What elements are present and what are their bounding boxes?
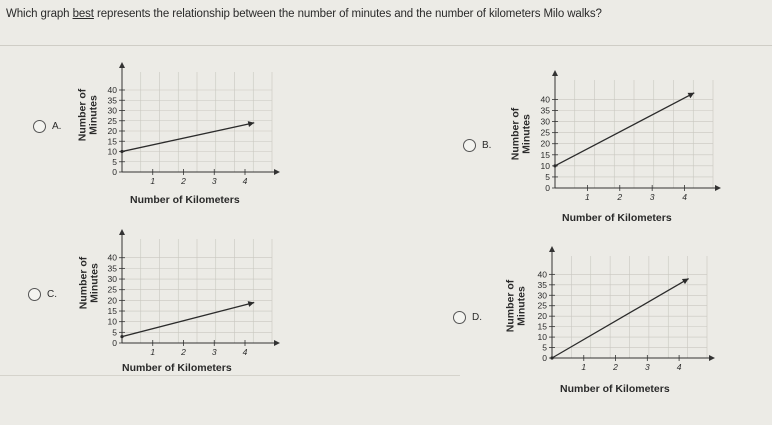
x-tick-label: 3 <box>211 176 217 186</box>
y-tick-label: 30 <box>107 274 117 285</box>
x-tick-label: 1 <box>585 192 590 202</box>
series-point <box>120 150 123 153</box>
question-start: Which graph <box>6 8 73 20</box>
y-tick-label: 15 <box>107 306 117 317</box>
y-tick-label: 40 <box>537 269 547 280</box>
y-tick-label: 30 <box>540 116 550 127</box>
series-point <box>120 335 123 338</box>
y-tick-label: 40 <box>107 85 117 95</box>
x-tick-label: 3 <box>211 347 217 357</box>
divider-bottom <box>0 375 460 376</box>
y-tick-label: 35 <box>107 95 117 106</box>
x-tick-label: 4 <box>676 362 682 372</box>
y-axis-arrow <box>119 229 125 235</box>
y-tick-label: 20 <box>540 138 550 149</box>
x-tick-label: 1 <box>150 176 156 186</box>
y-tick-label: 10 <box>537 332 547 343</box>
y-tick-label: 0 <box>542 353 547 363</box>
x-tick-label: 1 <box>150 347 156 357</box>
x-tick-label: 4 <box>242 176 248 186</box>
x-axis-arrow <box>274 340 280 346</box>
y-tick-label: 25 <box>537 300 547 311</box>
option-c-radio[interactable] <box>28 288 41 301</box>
option-a-label: A. <box>52 121 62 132</box>
y-tick-label: 25 <box>107 284 117 295</box>
y-tick-label: 35 <box>540 105 550 116</box>
x-tick-label: 2 <box>617 192 623 202</box>
graph-c-x-label: Number of Kilometers <box>122 362 232 374</box>
graph-a <box>100 50 290 200</box>
x-axis-arrow <box>274 169 280 175</box>
y-tick-label: 30 <box>537 290 547 301</box>
y-tick-label: 25 <box>107 115 117 126</box>
series-point <box>553 164 556 167</box>
y-tick-label: 10 <box>107 316 117 327</box>
question-text <box>6 8 602 20</box>
graph-b <box>533 60 733 220</box>
y-tick-label: 5 <box>545 171 550 182</box>
graph-a-x-label: Number of Kilometers <box>130 194 240 206</box>
y-axis-arrow <box>552 70 558 76</box>
x-tick-label: 4 <box>242 347 248 357</box>
x-tick-label: 3 <box>649 192 655 202</box>
y-tick-label: 10 <box>107 146 117 157</box>
y-tick-label: 25 <box>540 127 550 138</box>
graph-c-y-label: Number of Minutes <box>77 256 101 310</box>
option-a-radio[interactable] <box>33 120 46 133</box>
option-d-radio[interactable] <box>453 311 466 324</box>
graph-b-x-label: Number of Kilometers <box>562 212 672 224</box>
y-tick-label: 15 <box>107 136 117 147</box>
y-tick-label: 30 <box>107 105 117 116</box>
y-tick-label: 15 <box>537 321 547 332</box>
y-tick-label: 20 <box>107 295 117 306</box>
option-b-radio[interactable] <box>463 139 476 152</box>
x-tick-label: 1 <box>581 362 587 372</box>
y-tick-label: 5 <box>112 327 117 338</box>
x-tick-label: 2 <box>181 176 186 186</box>
option-b[interactable] <box>463 139 491 152</box>
option-a[interactable] <box>33 120 61 133</box>
graph-d <box>530 238 730 388</box>
y-tick-label: 40 <box>107 252 117 263</box>
option-c-label: C. <box>47 289 57 300</box>
graph-d-x-label: Number of Kilometers <box>560 383 670 395</box>
x-tick-label: 3 <box>644 362 650 372</box>
x-axis-arrow <box>715 185 721 191</box>
x-tick-label: 2 <box>181 347 186 357</box>
y-tick-label: 0 <box>545 183 550 193</box>
x-tick-label: 4 <box>682 192 687 202</box>
graph-a-y-label: Number of Minutes <box>76 88 100 142</box>
y-tick-label: 0 <box>112 338 117 348</box>
y-tick-label: 20 <box>537 311 547 322</box>
y-tick-label: 5 <box>112 156 117 167</box>
y-tick-label: 35 <box>537 279 547 290</box>
y-axis-arrow <box>119 62 125 68</box>
option-d[interactable] <box>453 311 482 324</box>
question-emphasis: best <box>72 8 94 20</box>
graph-c <box>100 218 290 368</box>
option-b-label: B. <box>482 140 492 151</box>
y-tick-label: 15 <box>540 149 550 160</box>
series-point <box>550 356 553 359</box>
option-d-label: D. <box>472 312 482 323</box>
graph-b-y-label: Number of Minutes <box>509 107 533 161</box>
question-end: represents the relationship between the number of minutes and the number of kilometers Milo walks? <box>93 8 602 20</box>
x-axis-arrow <box>709 355 715 361</box>
y-tick-label: 0 <box>112 167 117 177</box>
x-tick-label: 2 <box>613 362 618 372</box>
divider <box>0 45 772 46</box>
y-axis-arrow <box>549 246 555 252</box>
graph-d-y-label: Number of Minutes <box>504 279 528 333</box>
option-c[interactable] <box>28 288 57 301</box>
y-tick-label: 10 <box>540 160 550 171</box>
y-tick-label: 5 <box>542 342 547 353</box>
y-tick-label: 20 <box>107 126 117 136</box>
y-tick-label: 40 <box>540 94 550 105</box>
y-tick-label: 35 <box>107 263 117 274</box>
